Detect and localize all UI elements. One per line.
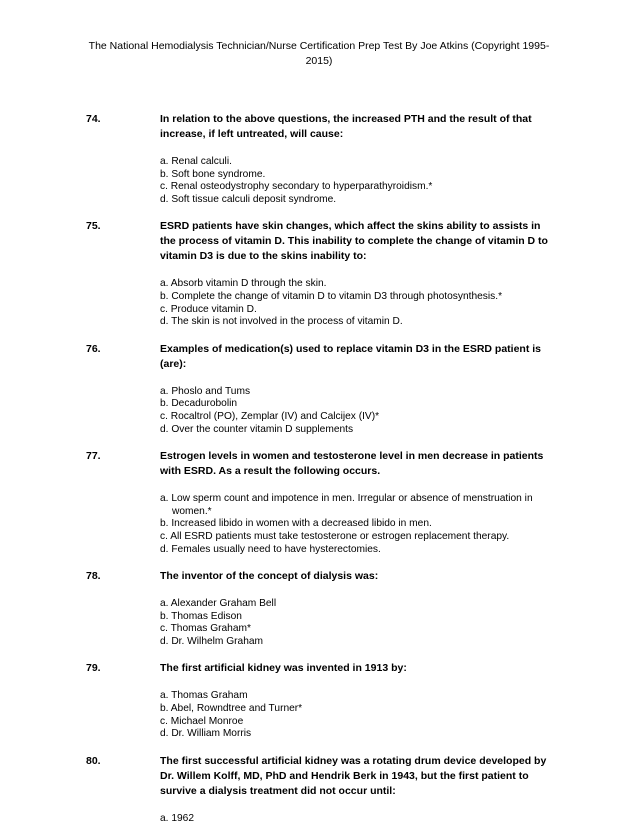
answer-option: c. Thomas Graham* [160,623,251,635]
answer-options [160,386,555,436]
question-stem: Estrogen levels in women and testosterone level in men decrease in patients with ESRD. As a result the following occurs. [160,450,544,478]
question-number: 74. [86,113,101,125]
question-77 [0,449,638,556]
question-75 [0,219,638,328]
question-number: 75. [86,220,101,233]
question-stem: In relation to the above questions, the increased PTH and the result of that increase, if left untreated, will cause: [160,113,532,140]
answer-option: b. Complete the change of vitamin D to vitamin D3 through photosynthesis.* [160,290,503,302]
question-stem: The inventor of the concept of dialysis was: [160,570,379,583]
question-stem: The first artificial kidney was invented in 1913 by: [160,662,407,675]
answer-option: a. Absorb vitamin D through the skin. [160,278,327,290]
answer-option: a. Alexander Graham Bell [160,598,277,610]
answer-options [160,813,555,826]
answer-option: a. Renal calculi. [160,156,232,167]
answer-option: d. Over the counter vitamin D supplements [160,423,354,435]
question-number: 77. [86,450,101,463]
answer-option: c. All ESRD patients must take testosterone or estrogen replacement therapy. [160,530,510,542]
answer-options [160,156,555,206]
question-78 [0,569,638,648]
answer-option: c. Renal osteodystrophy secondary to hyperparathyroidism.* [160,181,433,193]
answer-option: b. Abel, Rowndtree and Turner* [160,703,303,715]
question-number: 76. [86,342,101,355]
answer-option: b. Thomas Edison [160,610,242,622]
header-title: The National Hemodialysis Technician/Nurse Certification Prep Test By Joe Atkins (Copyright 1995-2015) [88,40,550,67]
answer-option: c. Michael Monroe [160,715,244,727]
question-76 [0,342,638,436]
answer-option: a. Phoslo and Tums [160,385,251,397]
question-stem: ESRD patients have skin changes, which affect the skins ability to assists in the process of vitamin D. This inability to complete the change of vitamin D to vitamin D3 is due to the skins inability to: [160,220,548,263]
answer-options [160,690,555,740]
answer-option: d. Females usually need to have hysterectomies. [160,543,381,555]
answer-option: b. Increased libido in women with a decreased libido in men. [160,518,432,530]
question-79 [0,661,638,740]
question-number: 78. [86,570,101,583]
question-80 [0,754,638,826]
answer-option: d. Soft tissue calculi deposit syndrome. [160,193,337,205]
answer-option: c. Rocaltrol (PO), Zemplar (IV) and Calcijex (IV)* [160,410,380,422]
answer-options [160,598,555,648]
question-stem: The first successful artificial kidney was a rotating drum device developed by Dr. Willem Kolff, MD, PhD and Hendrik Berk in 1943, but the first patient to survive a dialysis treatment did not occur until: [160,754,547,797]
answer-option: b. Soft bone syndrome. [160,168,266,180]
answer-option: d. The skin is not involved in the process of vitamin D. [160,316,403,328]
answer-option: d. Dr. William Morris [160,728,252,740]
question-number: 79. [86,662,101,675]
answer-option: a. Low sperm count and impotence in men. Irregular or absence of menstruation in women.* [160,493,533,517]
answer-options [160,278,555,328]
answer-option: d. Dr. Wilhelm Graham [160,635,264,647]
answer-option: b. Decadurobolin [160,398,238,410]
answer-option: a. Thomas Graham [160,690,248,702]
question-stem: Examples of medication(s) used to replace vitamin D3 in the ESRD patient is (are): [160,342,542,370]
question-list [0,112,638,825]
question-number: 80. [86,754,101,767]
answer-option: c. Produce vitamin D. [160,303,257,315]
answer-option: a. 1962 [160,812,194,824]
answer-options [160,493,555,556]
page-header [86,39,552,69]
question-74 [0,112,638,206]
